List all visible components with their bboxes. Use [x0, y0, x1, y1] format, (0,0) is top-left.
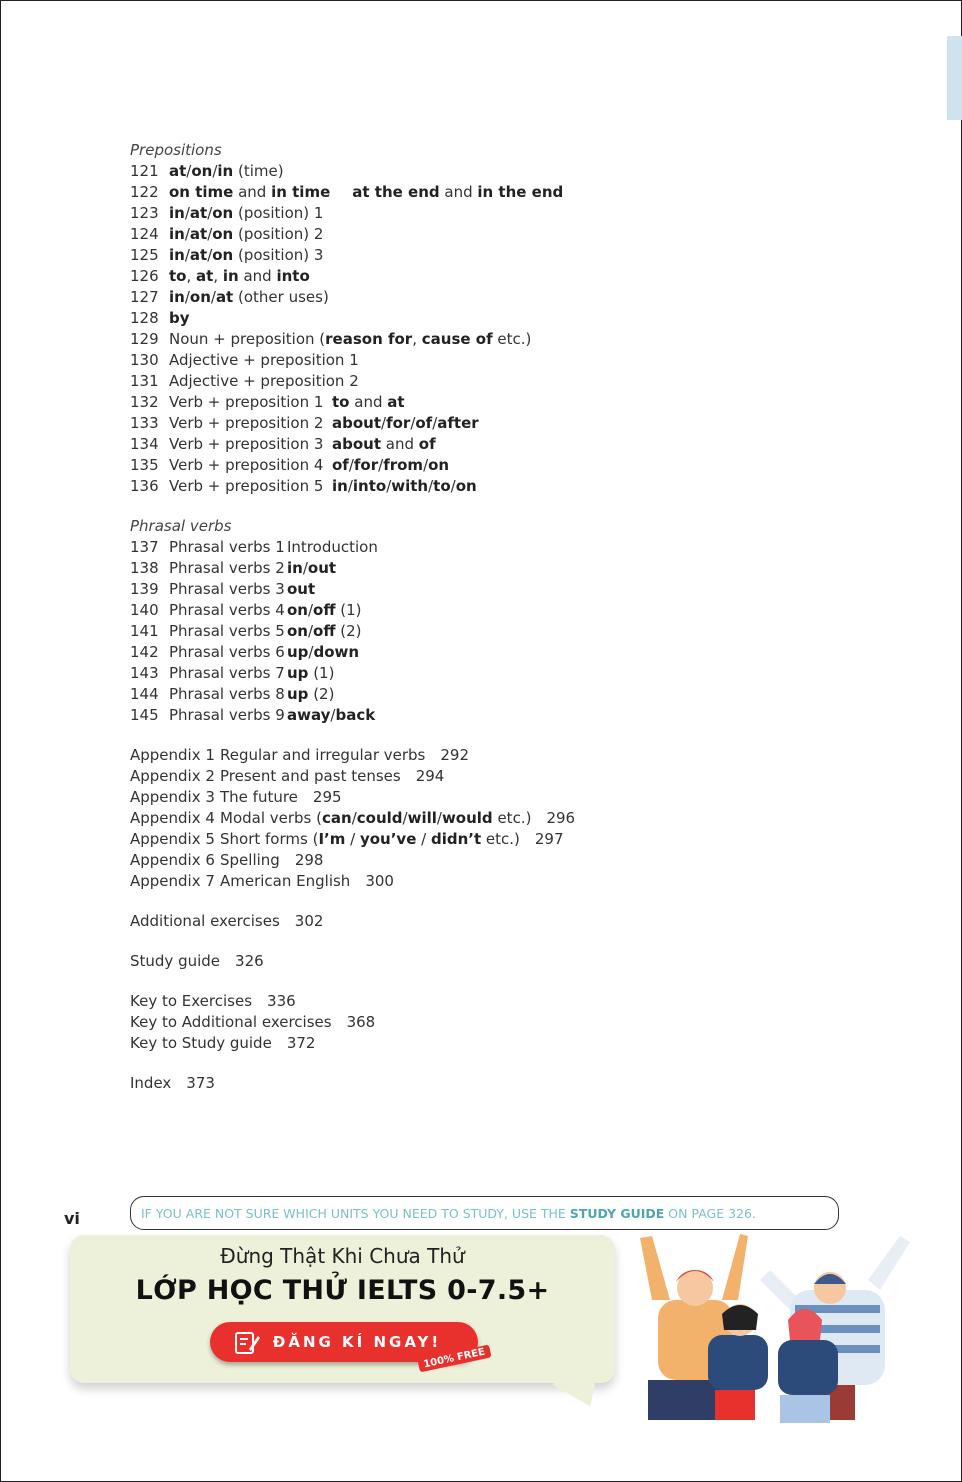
toc-entry-134: 134 Verb + preposition 3 about and of: [130, 435, 436, 453]
toc-entry-141: 141 Phrasal verbs 5 on/off (2): [130, 622, 362, 640]
edit-note-icon: [232, 1327, 262, 1361]
toc-entry-124: 124 in/at/on (position) 2: [130, 225, 324, 243]
toc-entry-121: 121 at/on/in (time): [130, 162, 284, 180]
study-guide-note: IF YOU ARE NOT SURE WHICH UNITS YOU NEED TO STUDY, USE THE STUDY GUIDE ON PAGE 326.: [130, 1196, 839, 1230]
key-entry-study-guide: Key to Study guide 372: [130, 1034, 316, 1052]
toc-entry-132: 132 Verb + preposition 1 to and at: [130, 393, 405, 411]
index-entry: Index 373: [130, 1074, 215, 1092]
toc-entry-142: 142 Phrasal verbs 6 up/down: [130, 643, 360, 661]
free-badge: 100% FREE: [417, 1345, 491, 1373]
toc-entry-130: 130 Adjective + preposition 1: [130, 351, 359, 369]
appendix-entry-5: Appendix 5 Short forms (I’m / you’ve / didn’t etc.) 297: [130, 830, 564, 848]
toc-entry-127: 127 in/on/at (other uses): [130, 288, 329, 306]
toc-entry-135: 135 Verb + preposition 4 of/for/from/on: [130, 456, 450, 474]
toc-entry-128: 128 by: [130, 309, 190, 327]
toc-entry-125: 125 in/at/on (position) 3: [130, 246, 324, 264]
toc-entry-123: 123 in/at/on (position) 1: [130, 204, 324, 222]
study-guide-entry: Study guide 326: [130, 952, 264, 970]
appendix-entry-4: Appendix 4 Modal verbs (can/could/will/would etc.) 296: [130, 809, 576, 827]
toc-entry-144: 144 Phrasal verbs 8 up (2): [130, 685, 335, 703]
toc-entry-139: 139 Phrasal verbs 3 out: [130, 580, 316, 598]
key-entry-exercises: Key to Exercises 336: [130, 992, 296, 1010]
appendix-entry-7: Appendix 7 American English 300: [130, 872, 394, 890]
toc-entry-137: 137 Phrasal verbs 1 Introduction: [130, 538, 378, 556]
appendix-entry-1: Appendix 1 Regular and irregular verbs 292: [130, 746, 469, 764]
page-number: vi: [64, 1209, 80, 1228]
additional-exercises-entry: Additional exercises 302: [130, 912, 324, 930]
toc-entry-131: 131 Adjective + preposition 2: [130, 372, 359, 390]
key-entry-additional: Key to Additional exercises 368: [130, 1013, 376, 1031]
toc-entry-140: 140 Phrasal verbs 4 on/off (1): [130, 601, 362, 619]
register-button[interactable]: ĐĂNG KÍ NGAY!: [210, 1322, 478, 1362]
promo-headline: LỚP HỌC THỬ IELTS 0-7.5+: [135, 1275, 550, 1306]
toc-entry-136: 136 Verb + preposition 5 in/into/with/to/on: [130, 477, 477, 495]
side-tab-marker: [947, 36, 962, 120]
toc-entry-126: 126 to, at, in and into: [130, 267, 310, 285]
cheering-students-illustration: [630, 1230, 930, 1429]
table-of-contents: [130, 140, 575, 1094]
toc-entry-129: 129 Noun + preposition (reason for, cause of etc.): [130, 330, 532, 348]
appendix-entry-6: Appendix 6 Spelling 298: [130, 851, 324, 869]
appendix-entry-2: Appendix 2 Present and past tenses 294: [130, 767, 445, 785]
toc-entry-143: 143 Phrasal verbs 7 up (1): [130, 664, 335, 682]
toc-entry-122: 122 on time and in time at the end and in the end: [130, 183, 564, 201]
section-heading-phrasal-verbs: Phrasal verbs: [130, 517, 232, 535]
toc-entry-138: 138 Phrasal verbs 2 in/out: [130, 559, 337, 577]
appendix-entry-3: Appendix 3 The future 295: [130, 788, 342, 806]
toc-entry-145: 145 Phrasal verbs 9 away/back: [130, 706, 376, 724]
promo-tagline: Đừng Thật Khi Chưa Thử: [220, 1244, 465, 1268]
toc-entry-133: 133 Verb + preposition 2 about/for/of/after: [130, 414, 479, 432]
section-heading-prepositions: Prepositions: [130, 141, 222, 159]
